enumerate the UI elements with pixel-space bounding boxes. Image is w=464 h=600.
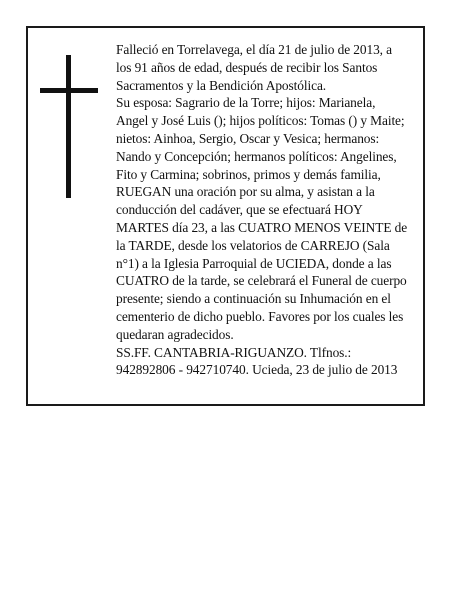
notice-text-line: n°1) a la Iglesia Parroquial de UCIEDA, donde a las [116, 255, 392, 271]
notice-text-line: Sacramentos y la Bendición Apostólica. [116, 77, 327, 93]
funeral-home-contact-paragraph [116, 344, 422, 380]
notice-text-line: 942892806 - 942710740. Ucieda, 23 de julio de 2013 [116, 362, 398, 378]
latin-cross-icon [40, 55, 98, 198]
death-announcement-paragraph [116, 41, 422, 94]
notice-text-line: SS.FF. CANTABRIA-RIGUANZO. Tlfnos.: [116, 344, 352, 360]
notice-text-line: presente; siendo a continuación su Inhumación en el [116, 291, 391, 307]
notice-text-line: RUEGAN una oración por su alma, y asistan a la [116, 184, 375, 200]
notice-text-line: MARTES día 23, a las CUATRO MENOS VEINTE de [116, 219, 408, 235]
notice-text-line: Fito y Carmina; sobrinos, primos y demás familia, [116, 166, 381, 182]
cross-vertical-bar [66, 55, 71, 198]
notice-text-line: la TARDE, desde los velatorios de CARREJO (Sala [116, 237, 390, 253]
obituary-text [116, 41, 422, 379]
notice-text-line: quedaran agradecidos. [116, 326, 234, 342]
obituary-notice [26, 26, 425, 406]
notice-text-line: cementerio de dicho pueblo. Favores por los cuales les [116, 308, 404, 324]
family-and-funeral-paragraph [116, 94, 422, 343]
notice-text-line: Nando y Concepción; hermanos políticos: Angelines, [116, 148, 397, 164]
notice-text-line: nietos: Ainhoa, Sergio, Oscar y Vesica; hermanos: [116, 130, 380, 146]
notice-text-line: conducción del cadáver, que se efectuará HOY [116, 202, 363, 218]
notice-text-line: Falleció en Torrelavega, el día 21 de julio de 2013, a [116, 42, 393, 57]
notice-text-line: CUATRO de la tarde, se celebrará el Funeral de cuerpo [116, 273, 407, 289]
notice-text-line: Su esposa: Sagrario de la Torre; hijos: Marianela, [116, 95, 376, 111]
notice-text-line: Angel y José Luis (); hijos políticos: Tomas () y Maite; [116, 113, 405, 129]
notice-text-line: los 91 años de edad, después de recibir los Santos [116, 59, 378, 75]
cross-horizontal-bar [40, 88, 98, 93]
